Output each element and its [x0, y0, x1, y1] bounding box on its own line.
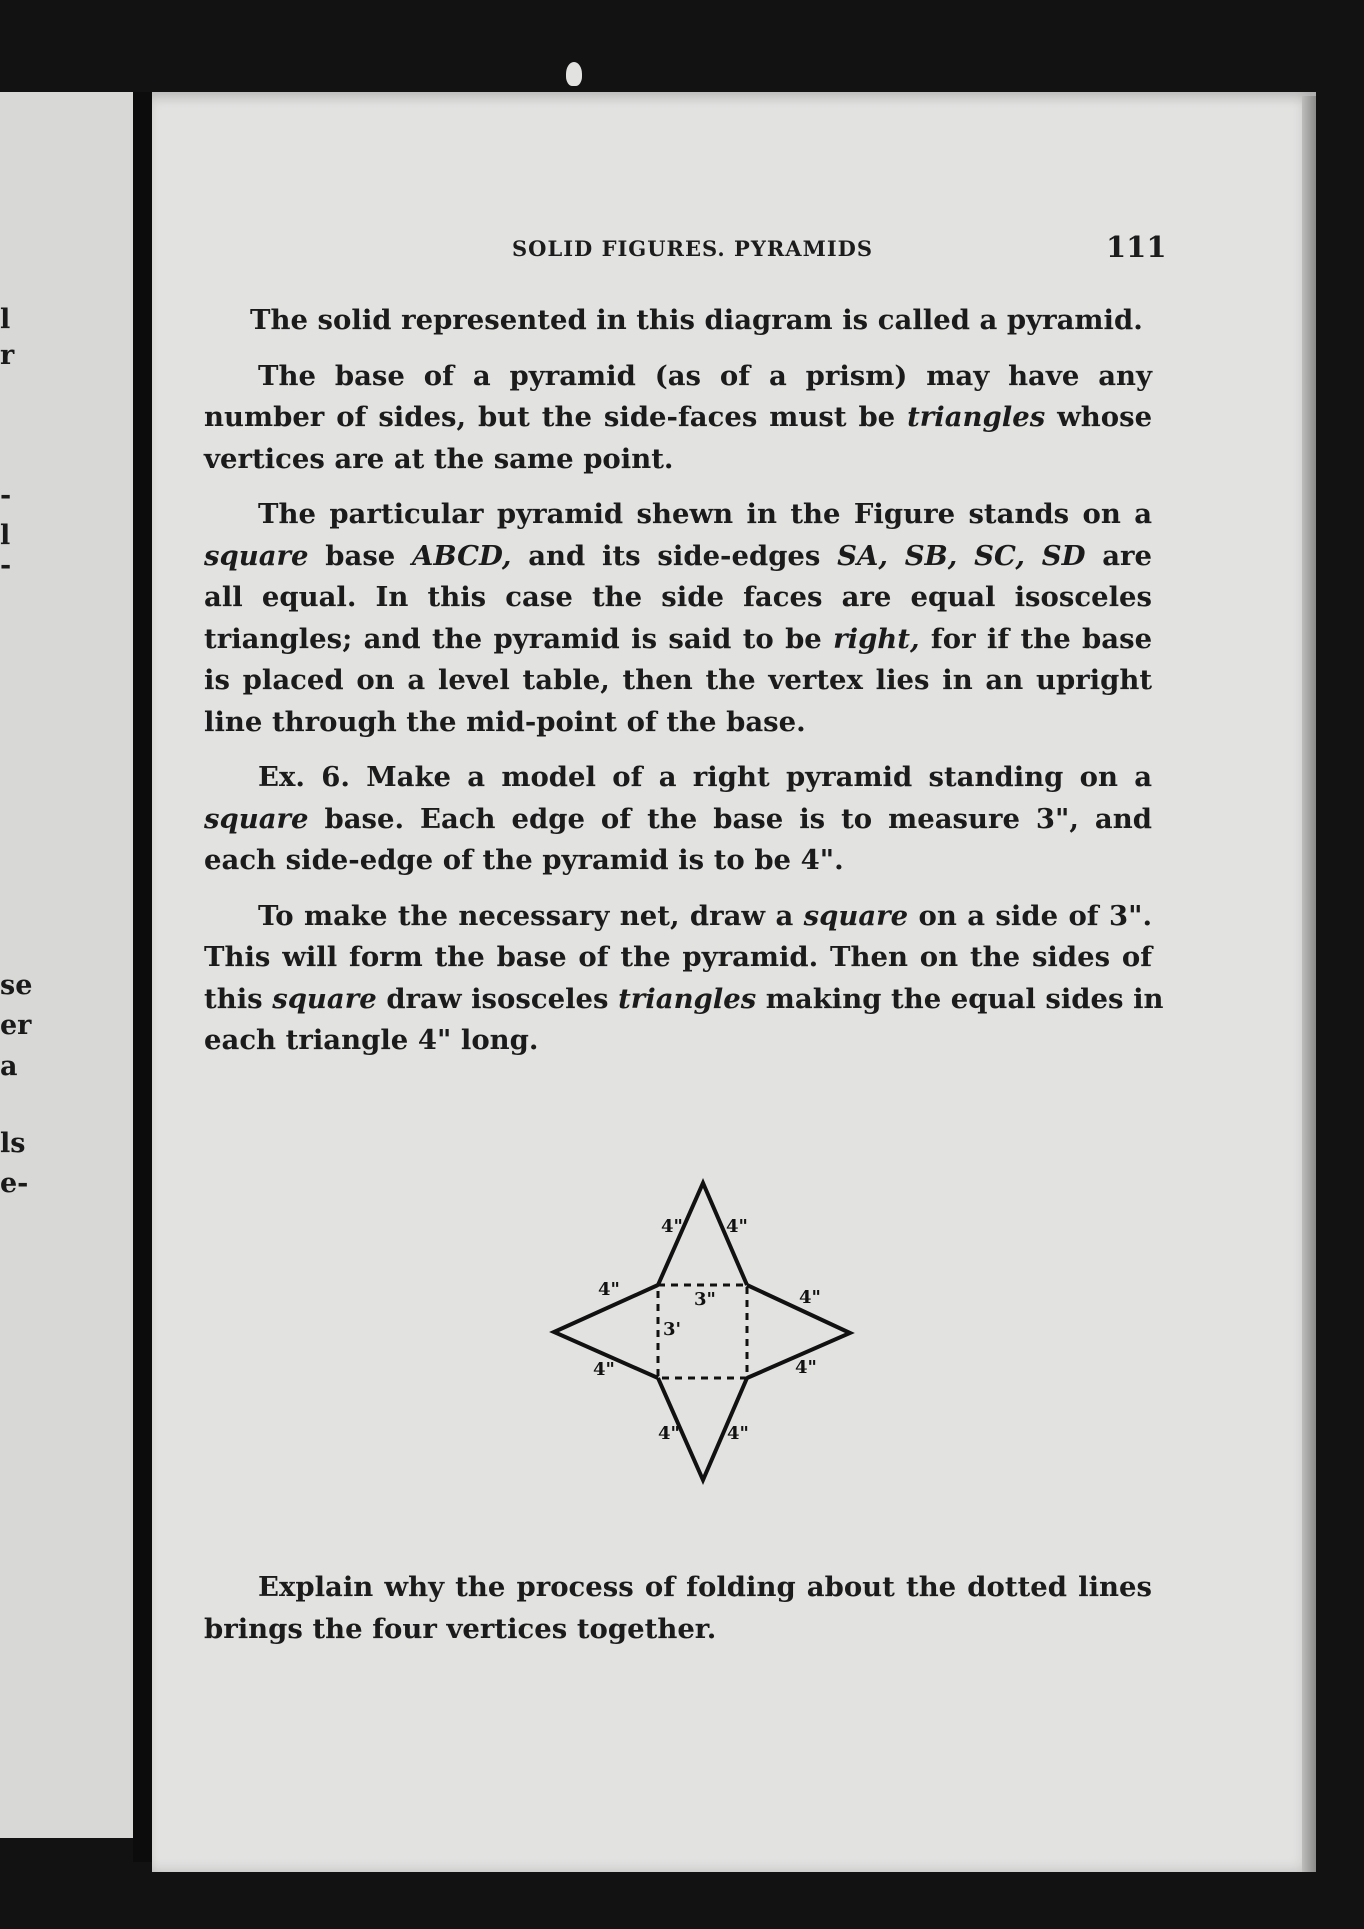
label-base-top: 3" [694, 1289, 716, 1310]
label-top-right: 4" [726, 1216, 748, 1237]
label-right-top: 4" [799, 1287, 821, 1308]
text-line: triangles; and the pyramid is said to be right, for if the base [204, 622, 1153, 655]
running-head: SOLID FIGURES. PYRAMIDS [512, 236, 874, 261]
text-line: is placed on a level table, then the vertex lies in an upright [204, 664, 1153, 696]
page-header [0, 232, 1364, 262]
scan-mark [566, 62, 582, 86]
facing-page-edge [0, 92, 133, 1838]
page-right-edge [1302, 96, 1316, 1872]
label-right-bottom: 4" [795, 1357, 817, 1378]
paragraph-definition [250, 300, 1152, 342]
facing-page-fragment: r [0, 340, 15, 371]
text-line: each triangle 4" long. [204, 1024, 539, 1056]
label-left-top: 4" [598, 1279, 620, 1300]
text-line: line through the mid-point of the base. [204, 705, 806, 738]
text-line: This will form the base of the pyramid. Then on the sides of [204, 941, 1153, 973]
label-bottom-right: 4" [727, 1423, 749, 1444]
text-line: The particular pyramid shewn in the Figure stands on a [258, 498, 1153, 530]
paragraph-net-instructions [204, 896, 1164, 1062]
paragraph-question [204, 1567, 1152, 1650]
text-line: number of sides, but the side-faces must be triangles whose [204, 401, 1153, 433]
text-line: To make the necessary net, draw a square on a side of 3". [258, 899, 1153, 932]
pyramid-net-diagram [548, 1175, 858, 1495]
text-line: square base ABCD, and its side-edges SA, SB, SC, SD are [204, 539, 1152, 572]
paragraph-right-pyramid [204, 494, 1152, 743]
facing-page-fragment: l [0, 304, 11, 335]
facing-page-fragment: a [0, 1051, 18, 1082]
text-line: The base of a pyramid (as of a prism) may have any [258, 359, 1153, 392]
text-line: brings the four vertices together. [204, 1612, 717, 1645]
closing-question [204, 1567, 1152, 1650]
text-line: this square draw isosceles triangles making the equal sides in [204, 982, 1164, 1015]
pyramid-net-svg [548, 1175, 858, 1495]
facing-page-fragment: - [0, 480, 12, 511]
facing-page-fragment: - [0, 550, 12, 581]
paragraph-base [204, 356, 1152, 481]
facing-page-fragment: e- [0, 1168, 29, 1199]
label-bottom-left: 4" [658, 1423, 680, 1444]
facing-page-fragment: l [0, 520, 11, 551]
text-line: vertices are at the same point. [204, 442, 674, 475]
book-spine-shadow [133, 92, 152, 1862]
text-line: Explain why the process of folding about the dotted lines [258, 1571, 1152, 1603]
label-base-left: 3' [663, 1319, 682, 1340]
label-top-left: 4" [661, 1216, 683, 1237]
text-line: each side-edge of the pyramid is to be 4". [204, 844, 844, 876]
paragraph-exercise [204, 757, 1152, 882]
label-left-bottom: 4" [593, 1359, 615, 1380]
facing-page-fragment: er [0, 1010, 32, 1041]
text-line: Ex. 6. Make a model of a right pyramid standing on a [258, 761, 1153, 793]
text-line: all equal. In this case the side faces are equal isosceles [204, 581, 1153, 613]
facing-page-fragment: se [0, 970, 33, 1001]
body-text [204, 300, 1164, 1062]
text-line: square base. Each edge of the base is to measure 3", and [204, 802, 1152, 835]
page-number: 111 [1106, 230, 1167, 264]
facing-page-fragment: ls [0, 1128, 26, 1159]
text-line: The solid represented in this diagram is called a pyramid. [250, 304, 1143, 336]
